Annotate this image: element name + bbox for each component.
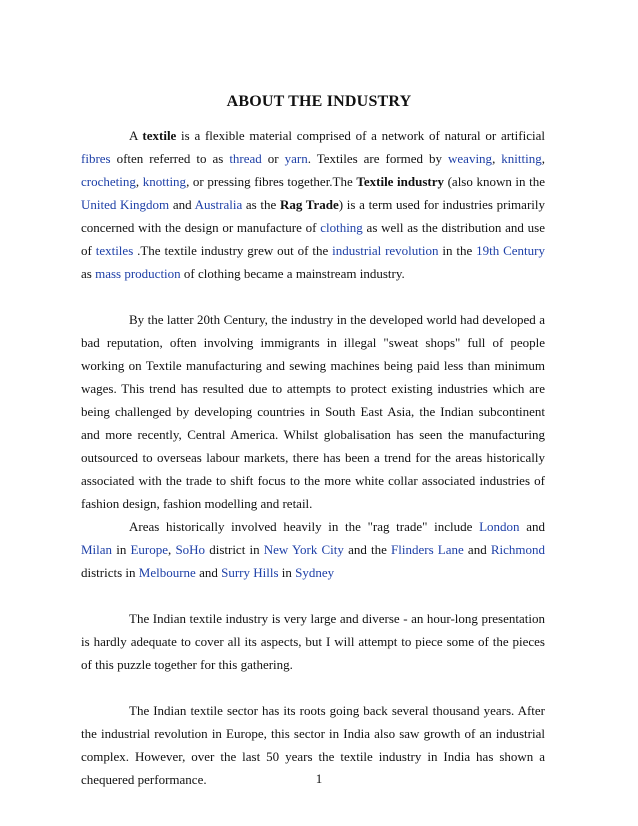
- text-run: ,: [135, 174, 143, 189]
- text-run: or: [261, 151, 285, 166]
- text-run: ) is a term used for industries primarily concerned with the design or manufacture of: [81, 197, 545, 235]
- text-run: Areas historically involved heavily in the "rag trade" include: [129, 519, 480, 534]
- text-run: in: [112, 542, 131, 557]
- hyperlink[interactable]: Milan: [81, 542, 113, 557]
- hyperlink[interactable]: clothing: [320, 220, 363, 235]
- hyperlink[interactable]: industrial revolution: [332, 243, 439, 258]
- text-run: of clothing became a mainstream industry.: [180, 266, 405, 281]
- hyperlink[interactable]: textiles: [95, 243, 134, 258]
- text-run: .The textile industry grew out of the: [133, 243, 333, 258]
- text-run: in: [278, 565, 296, 580]
- text-run: and: [169, 197, 195, 212]
- text-run: ,: [541, 151, 545, 166]
- text-run: districts in: [81, 565, 139, 580]
- text-run: . Textiles are formed by: [307, 151, 449, 166]
- page-number: 1: [315, 771, 323, 786]
- hyperlink[interactable]: London: [479, 519, 520, 534]
- text-run: as: [81, 266, 96, 281]
- text-run: often referred to as: [110, 151, 230, 166]
- hyperlink[interactable]: yarn: [284, 151, 308, 166]
- hyperlink[interactable]: United Kingdom: [81, 197, 170, 212]
- text-run: ,: [168, 542, 176, 557]
- text-run: and: [195, 565, 222, 580]
- hyperlink[interactable]: weaving: [448, 151, 493, 166]
- hyperlink[interactable]: Surry Hills: [221, 565, 279, 580]
- text-run: The Indian textile sector has its roots going back several thousand years. After the industrial revolution in Europe, this sector in India also saw growth of an industrial complex. However, over the last 50 years the textile industry in India has shown a chequered performance.: [81, 703, 545, 787]
- hyperlink[interactable]: knitting: [501, 151, 542, 166]
- bold-term: Rag Trade: [279, 197, 339, 212]
- hyperlink[interactable]: Flinders Lane: [391, 542, 464, 557]
- hyperlink[interactable]: thread: [229, 151, 262, 166]
- text-run: as the: [242, 197, 280, 212]
- text-run: (also known in the: [444, 174, 546, 189]
- hyperlink[interactable]: Richmond: [490, 542, 546, 557]
- hyperlink[interactable]: SoHo: [175, 542, 206, 557]
- text-run: in the: [438, 243, 477, 258]
- text-run: and: [463, 542, 491, 557]
- hyperlink[interactable]: fibres: [81, 151, 111, 166]
- text-run: , or pressing fibres together.The: [186, 174, 357, 189]
- text-run: ,: [492, 151, 502, 166]
- paragraph-textile-definition: [81, 124, 545, 285]
- text-run: district in: [205, 542, 264, 557]
- text-run: and: [519, 519, 545, 534]
- text-run: The Indian textile industry is very large and diverse - an hour-long presentation is hardly adequate to cover all its aspects, but I will attempt to piece some of the pieces of this puzzle together for this gathering.: [81, 611, 545, 672]
- text-run: By the latter 20th Century, the industry in the developed world had developed a bad reputation, often involving immigrants in illegal "sweat shops" full of people working on Textile manufacturing and sewing machines being paid less than minimum wages. This trend has resulted due to attempts to protect existing industries which are being challenged by developing countries in South East Asia, the Indian subcontinent and more recently, Central America. Whilst globalisation has seen the manufacturing outsourced to overseas labour markets, there has been a trend for the areas historically associated with the trade to shift focus to the more white collar associated industries of fashion design, fashion modelling and retail.: [81, 312, 545, 511]
- paragraph-indian-industry: [81, 607, 545, 676]
- document-body: [81, 124, 545, 791]
- hyperlink[interactable]: 19th Century: [476, 243, 545, 258]
- hyperlink[interactable]: New York City: [263, 542, 344, 557]
- page-title: ABOUT THE INDUSTRY: [226, 93, 412, 110]
- bold-term: textile: [142, 128, 177, 143]
- paragraph-rag-trade-areas: [81, 515, 545, 584]
- hyperlink[interactable]: crocheting: [81, 174, 136, 189]
- hyperlink[interactable]: mass production: [95, 266, 181, 281]
- hyperlink[interactable]: Europe: [130, 542, 169, 557]
- paragraph-reputation: [81, 308, 545, 515]
- text-run: A: [129, 128, 143, 143]
- hyperlink[interactable]: knotting: [142, 174, 187, 189]
- hyperlink[interactable]: Australia: [194, 197, 243, 212]
- text-run: and the: [343, 542, 392, 557]
- text-run: as well as the distribution and use of: [81, 220, 546, 258]
- text-run: is a flexible material comprised of a network of natural or artificial: [176, 128, 545, 143]
- hyperlink[interactable]: Sydney: [295, 565, 335, 580]
- bold-term: Textile industry: [356, 174, 444, 189]
- hyperlink[interactable]: Melbourne: [138, 565, 196, 580]
